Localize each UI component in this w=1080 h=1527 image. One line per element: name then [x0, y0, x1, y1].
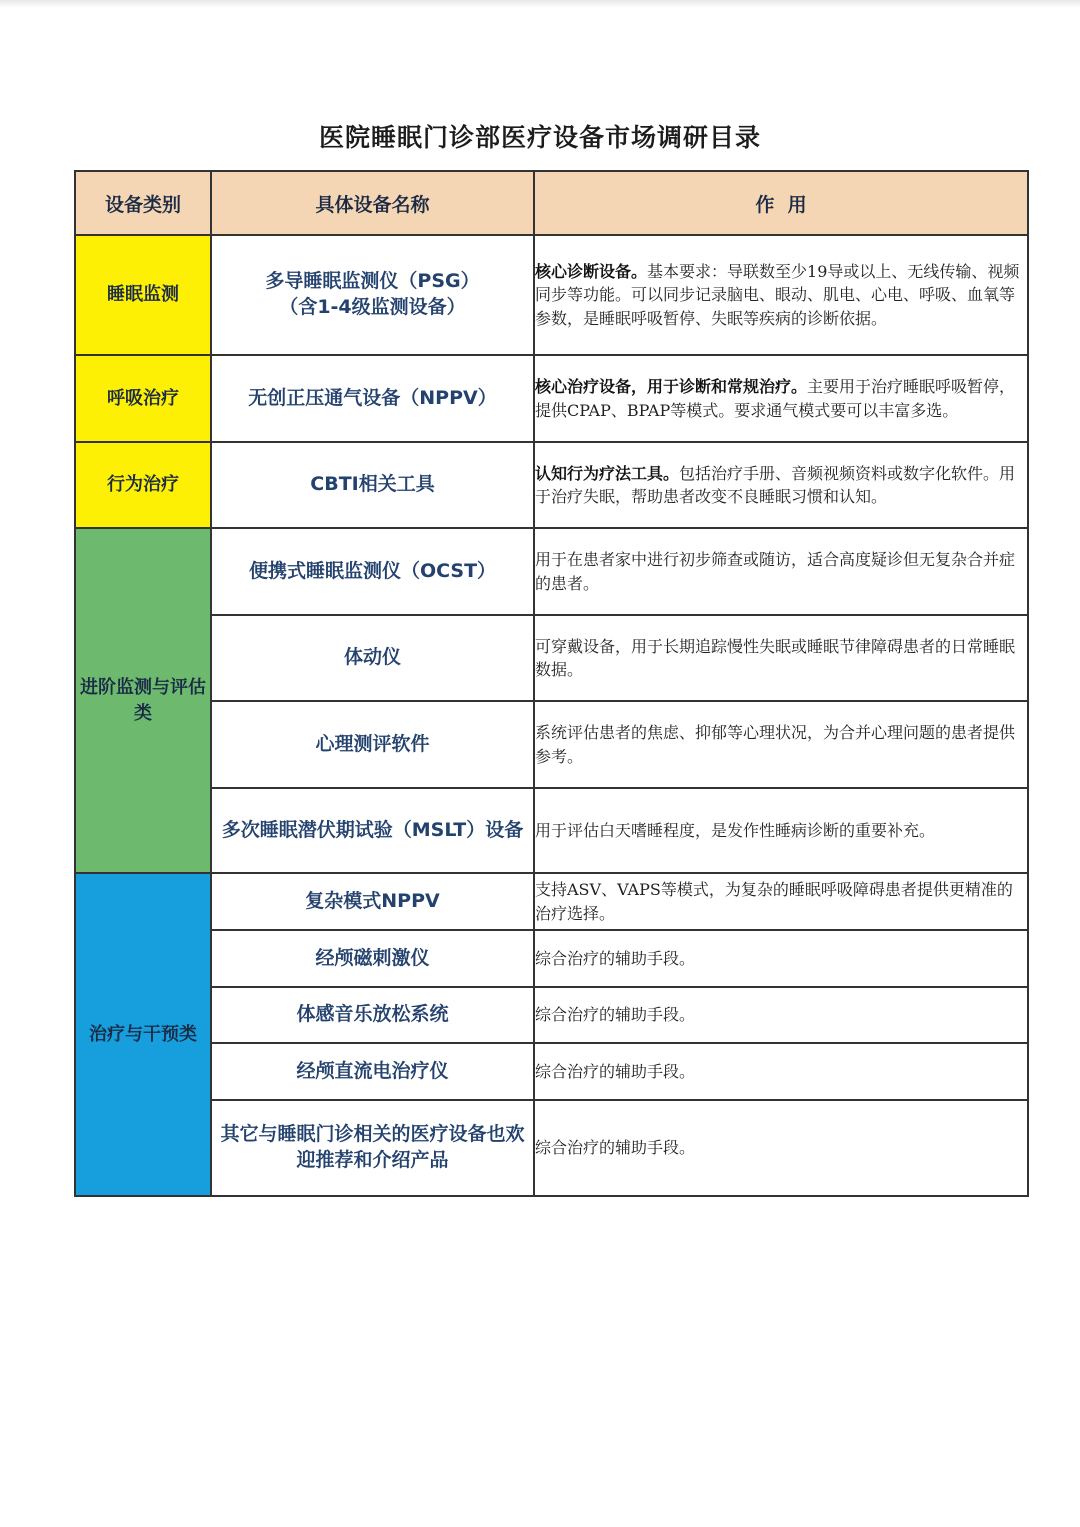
device-name: 多导睡眠监测仪（PSG） [265, 270, 480, 293]
table-row [75, 235, 1028, 355]
device-actigraph: 体动仪 [211, 615, 534, 701]
purpose-cbti [534, 442, 1028, 528]
header-category: 设备类别 [75, 171, 211, 235]
purpose-psych-assessment: 系统评估患者的焦虑、抑郁等心理状况，为合并心理问题的患者提供参考。 [534, 701, 1028, 788]
category-respiratory-therapy: 呼吸治疗 [75, 355, 211, 442]
device-mslt: 多次睡眠潜伏期试验（MSLT）设备 [211, 788, 534, 873]
table-row [75, 615, 1028, 701]
purpose-mslt: 用于评估白天嗜睡程度，是发作性睡病诊断的重要补充。 [534, 788, 1028, 873]
device-tms: 经颅磁刺激仪 [211, 930, 534, 987]
table-row [75, 930, 1028, 987]
purpose-text: 主要用于治疗睡眠呼吸暂停，提供CPAP、BPAP等模式。要求通气模式要可以丰富多选。 [535, 377, 1016, 420]
device-subname: （含1-4级监测设备） [279, 296, 466, 318]
purpose-other: 综合治疗的辅助手段。 [534, 1100, 1028, 1196]
table-row [75, 788, 1028, 873]
header-purpose: 作 用 [534, 171, 1028, 235]
purpose-nppv [534, 355, 1028, 442]
table-row [75, 355, 1028, 442]
table-header-row [75, 171, 1028, 235]
device-music-relaxation: 体感音乐放松系统 [211, 987, 534, 1043]
purpose-tdcs: 综合治疗的辅助手段。 [534, 1043, 1028, 1100]
scan-edge-shadow [0, 0, 1080, 8]
device-cbti: CBTI相关工具 [211, 442, 534, 528]
device-tdcs: 经颅直流电治疗仪 [211, 1043, 534, 1100]
purpose-music-relaxation: 综合治疗的辅助手段。 [534, 987, 1028, 1043]
header-device-name: 具体设备名称 [211, 171, 534, 235]
purpose-highlight: 核心诊断设备。 [535, 262, 648, 282]
device-other: 其它与睡眠门诊相关的医疗设备也欢迎推荐和介绍产品 [211, 1100, 534, 1196]
category-behavioral-therapy: 行为治疗 [75, 442, 211, 528]
purpose-complex-nppv: 支持ASV、VAPS等模式，为复杂的睡眠呼吸障碍患者提供更精准的治疗选择。 [534, 873, 1028, 930]
purpose-text: 包括治疗手册、音频视频资料或数字化软件。用于治疗失眠，帮助患者改变不良睡眠习惯和认知。 [535, 463, 1016, 506]
purpose-tms: 综合治疗的辅助手段。 [534, 930, 1028, 987]
table-row [75, 528, 1028, 615]
device-complex-nppv: 复杂模式NPPV [211, 873, 534, 930]
device-nppv: 无创正压通气设备（NPPV） [211, 355, 534, 442]
table-row [75, 1043, 1028, 1100]
equipment-catalog-table [74, 170, 1029, 1197]
category-sleep-monitoring: 睡眠监测 [75, 235, 211, 355]
category-treatment-intervention: 治疗与干预类 [75, 873, 211, 1196]
purpose-highlight: 认知行为疗法工具。 [535, 463, 680, 483]
purpose-actigraph: 可穿戴设备，用于长期追踪慢性失眠或睡眠节律障碍患者的日常睡眠数据。 [534, 615, 1028, 701]
purpose-psg [534, 235, 1028, 355]
table-row [75, 873, 1028, 930]
purpose-ocst: 用于在患者家中进行初步筛查或随访，适合高度疑诊但无复杂合并症的患者。 [534, 528, 1028, 615]
device-ocst: 便携式睡眠监测仪（OCST） [211, 528, 534, 615]
table-row [75, 1100, 1028, 1196]
device-psg [211, 235, 534, 355]
device-psych-assessment: 心理测评软件 [211, 701, 534, 788]
table-row [75, 701, 1028, 788]
table-row [75, 442, 1028, 528]
purpose-text: 基本要求：导联数至少19导或以上、无线传输、视频同步等功能。可以同步记录脑电、眼动、肌电、心电、呼吸、血氧等参数，是睡眠呼吸暂停、失眠等疾病的诊断依据。 [535, 262, 1020, 328]
table-row [75, 987, 1028, 1043]
document-title: 医院睡眠门诊部医疗设备市场调研目录 [318, 123, 761, 152]
purpose-highlight: 核心治疗设备，用于诊断和常规治疗。 [535, 377, 808, 397]
category-advanced-monitoring: 进阶监测与评估类 [75, 528, 211, 873]
